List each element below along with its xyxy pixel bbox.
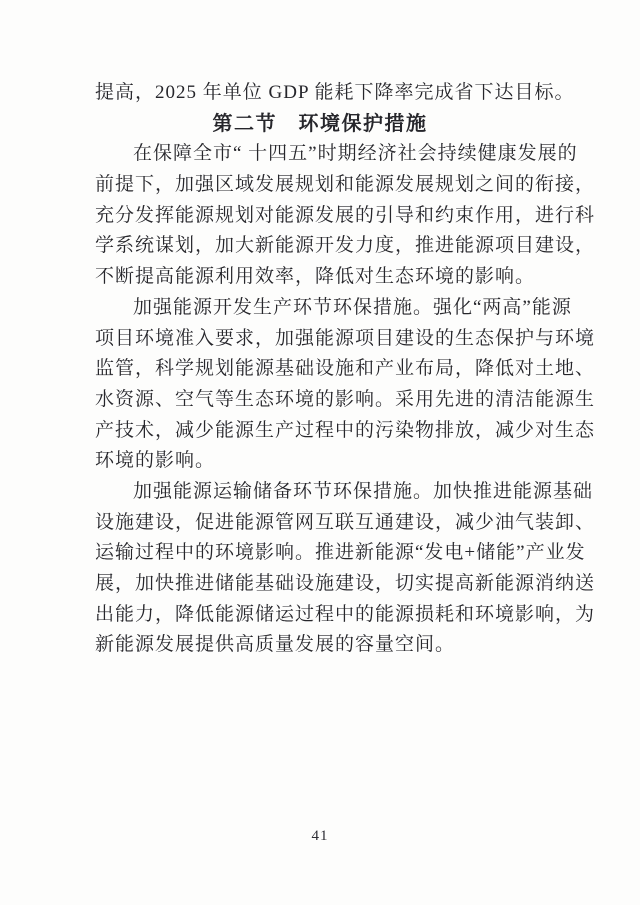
paragraph-continuation-line: 提高，2025 年单位 GDP 能耗下降率完成省下达目标。 [95,82,575,103]
text-line: 监管，科学规划能源基础设施和产业布局，降低对土地、 [95,358,596,380]
text-line: 水资源、空气等生态环境的影响。采用先进的清洁能源生 [95,388,596,410]
body-paragraphs [95,139,596,661]
text-line: 项目环境准入要求，加强能源项目建设的生态保护与环境 [95,327,596,349]
text-line: 运输过程中的环境影响。推进新能源“发电+储能”产业发 [95,542,586,564]
page-number: 41 [311,828,329,844]
text-line: 学系统谋划，加大新能源开发力度，推进能源项目建设， [95,235,596,257]
text-line: 加强能源开发生产环节环保措施。强化“两高”能源 [133,296,572,318]
text-line: 前提下，加强区域发展规划和能源发展规划之间的衔接， [95,174,596,196]
text-line: 出能力，降低能源储运过程中的能源损耗和环境影响，为 [95,603,596,625]
section-heading: 第二节 环境保护措施 [212,112,428,135]
text-line: 不断提高能源利用效率，降低对生态环境的影响。 [95,266,536,288]
body-paragraph [95,139,596,292]
text-line: 产技术，减少能源生产过程中的污染物排放，减少对生态 [95,419,596,441]
text-line: 充分发挥能源规划对能源发展的引导和约束作用，进行科 [95,204,596,226]
text-line: 在保障全市“ 十四五”时期经济社会持续健康发展的 [133,143,578,165]
text-line: 展，加快推进储能基础设施建设，切实提高新能源消纳送 [95,573,596,594]
body-paragraph [95,293,596,477]
body-paragraph [95,477,596,661]
text-line: 设施建设，促进能源管网互联互通建设，减少油气装卸、 [95,511,596,533]
text-line: 环境的影响。 [95,450,216,472]
page-body-text [95,78,596,661]
text-line: 新能源发展提供高质量发展的容量空间。 [95,634,456,656]
text-line: 加强能源运输储备环节环保措施。加快推进能源基础 [133,480,594,502]
